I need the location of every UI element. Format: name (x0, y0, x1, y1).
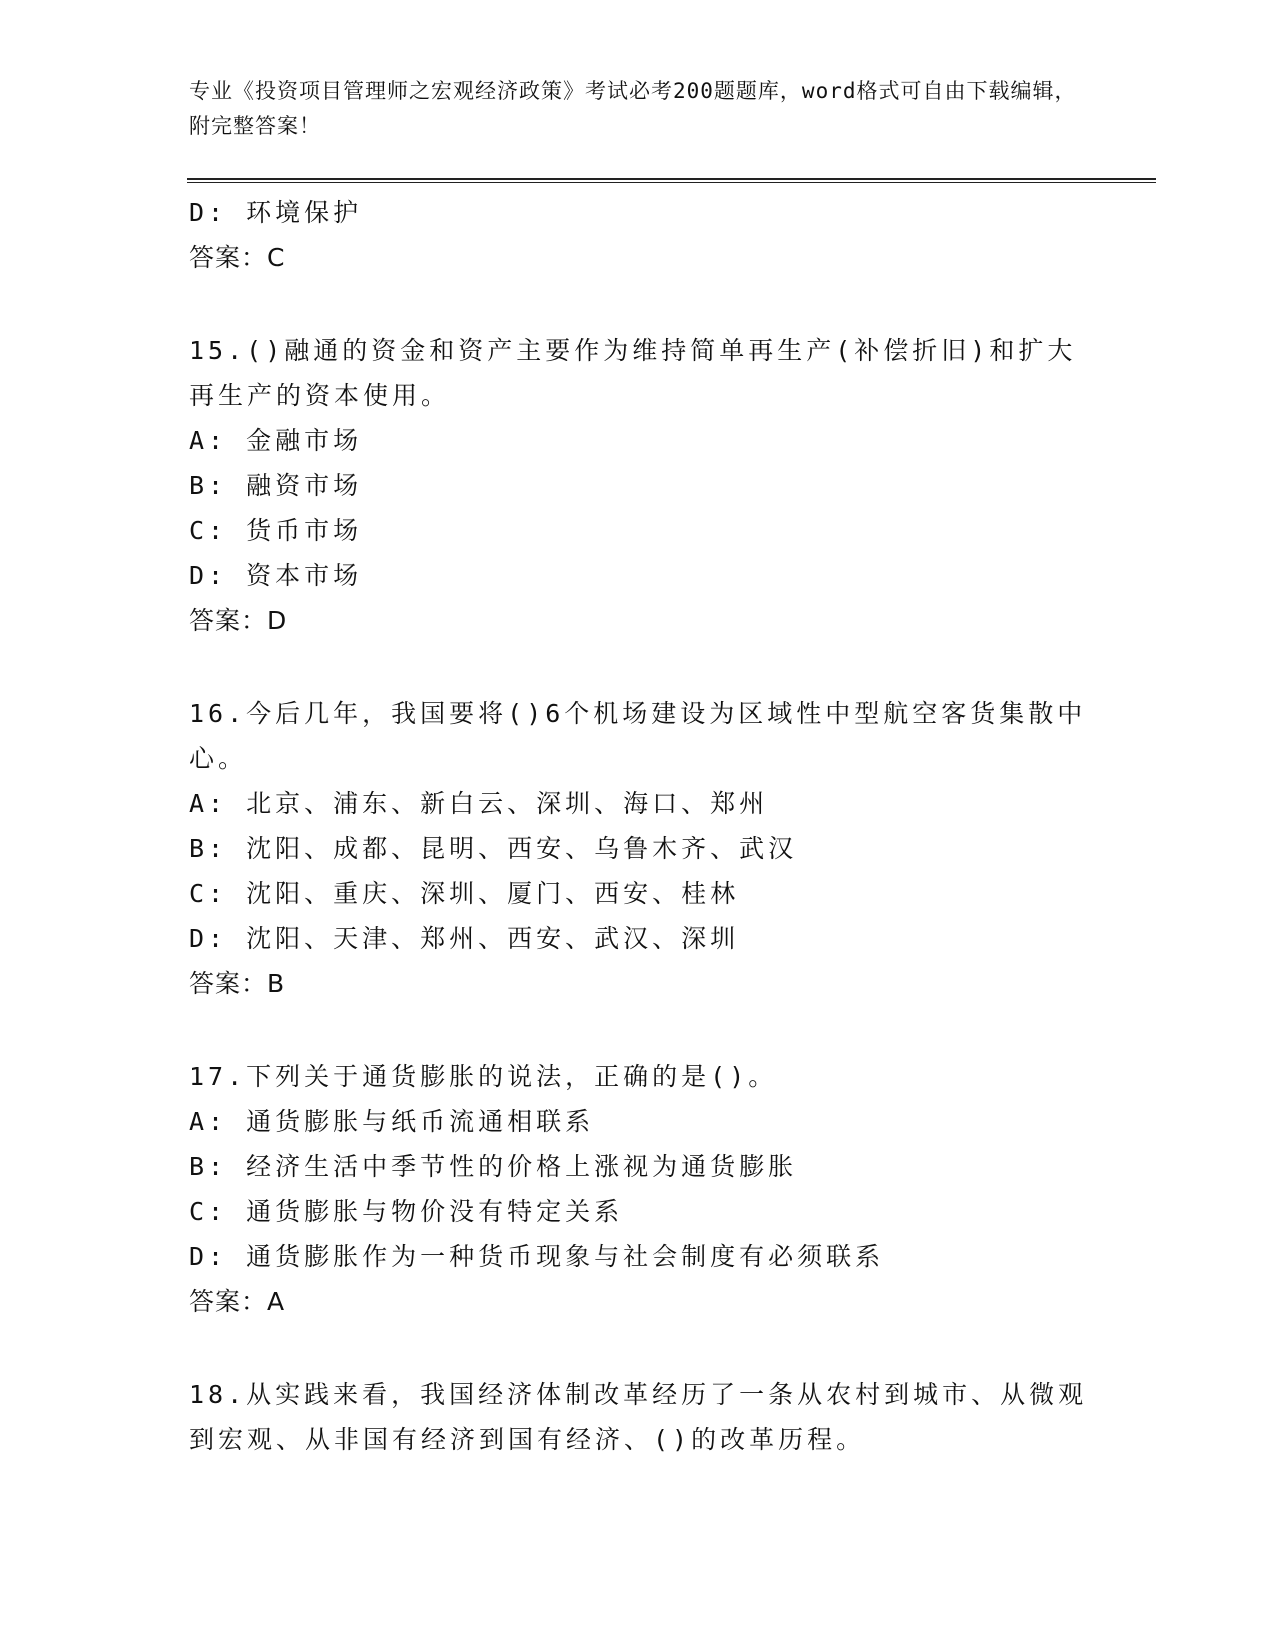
option-d: D: 环境保护 (189, 198, 363, 227)
question-block-16 (189, 691, 1089, 1006)
option-d: D: 资本市场 (189, 561, 363, 590)
question-block-15 (189, 328, 1089, 643)
option-a: A: 金融市场 (189, 426, 363, 455)
page-header: 专业《投资项目管理师之宏观经济政策》考试必考200题题库，word格式可自由下载编辑，附完整答案！ (189, 79, 1077, 138)
question-text: 15.()融通的资金和资产主要作为维持简单再生产(补偿折旧)和扩大再生产的资本使用。 (189, 336, 1077, 410)
question-text: 17.下列关于通货膨胀的说法，正确的是()。 (189, 1062, 778, 1091)
question-block-14-tail (189, 190, 1089, 280)
answer: 答案：B (189, 969, 286, 998)
option-b: B: 融资市场 (189, 471, 363, 500)
option-b: B: 经济生活中季节性的价格上涨视为通货膨胀 (189, 1152, 798, 1181)
option-b: B: 沈阳、成都、昆明、西安、乌鲁木齐、武汉 (189, 834, 798, 863)
option-d: D: 通货膨胀作为一种货币现象与社会制度有必须联系 (189, 1242, 885, 1271)
option-a: A: 通货膨胀与纸币流通相联系 (189, 1107, 595, 1136)
option-a: A: 北京、浦东、新白云、深圳、海口、郑州 (189, 789, 769, 818)
option-c: C: 货币市场 (189, 516, 363, 545)
question-list (189, 190, 1089, 1462)
header-divider (187, 178, 1156, 183)
question-block-17 (189, 1054, 1089, 1324)
answer: 答案：A (189, 1287, 286, 1316)
answer: 答案：D (189, 606, 288, 635)
answer: 答案：C (189, 243, 286, 272)
option-c: C: 通货膨胀与物价没有特定关系 (189, 1197, 624, 1226)
option-d: D: 沈阳、天津、郑州、西安、武汉、深圳 (189, 924, 740, 953)
question-text: 16.今后几年，我国要将()6个机场建设为区域性中型航空客货集散中心。 (189, 699, 1087, 773)
question-block-18 (189, 1372, 1089, 1462)
option-c: C: 沈阳、重庆、深圳、厦门、西安、桂林 (189, 879, 740, 908)
question-text: 18.从实践来看，我国经济体制改革经历了一条从农村到城市、从微观到宏观、从非国有经济到国有经济、()的改革历程。 (189, 1380, 1088, 1454)
